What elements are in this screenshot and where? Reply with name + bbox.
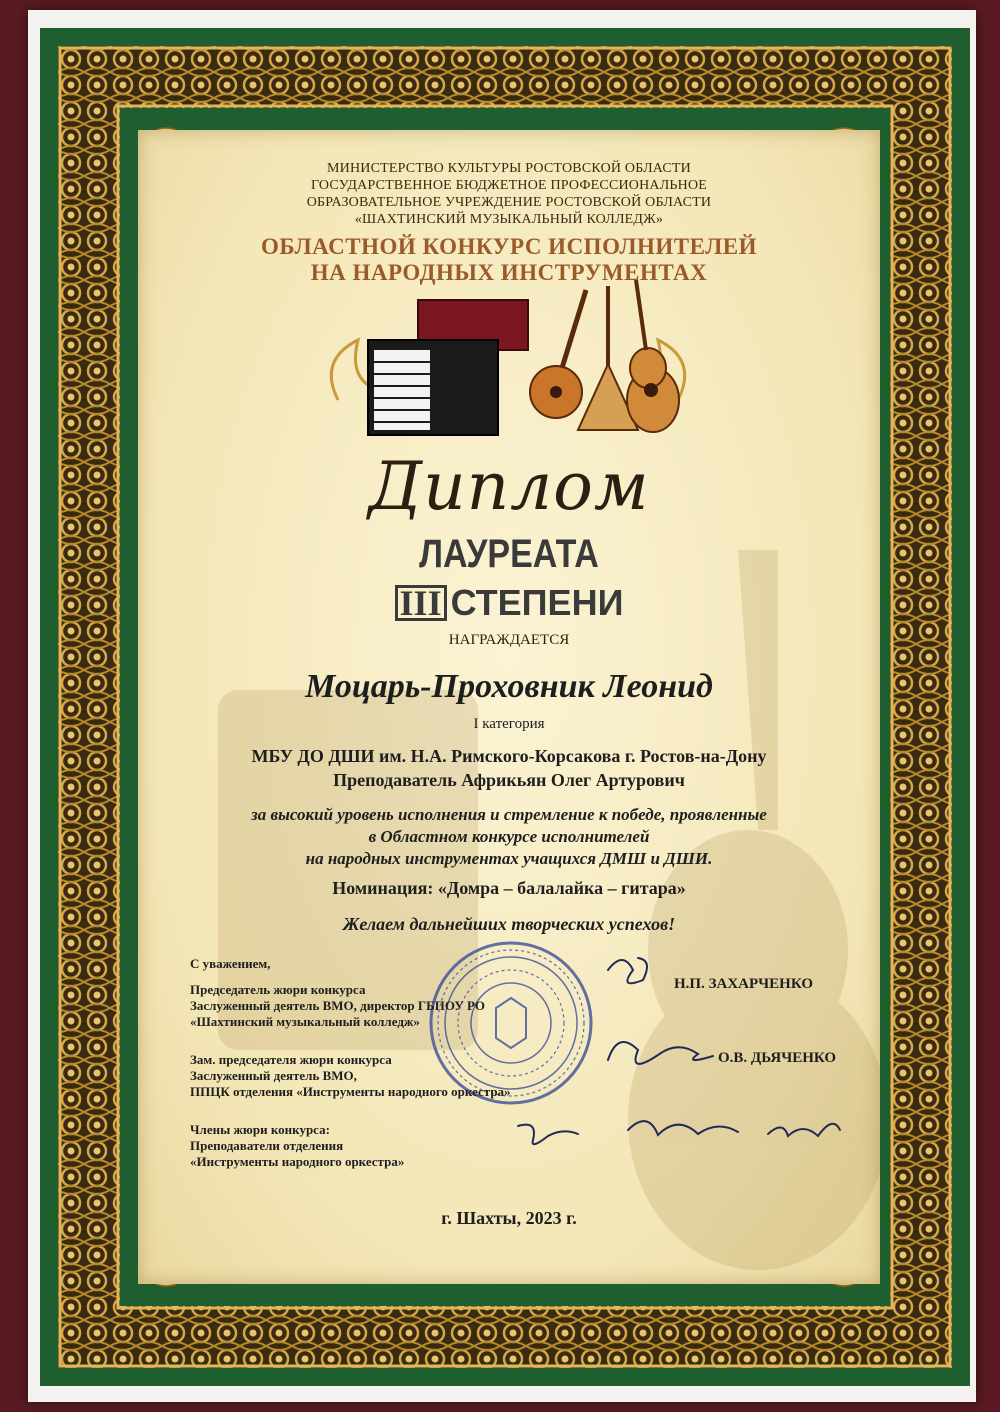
members-title-line: Преподаватели отделения (190, 1138, 344, 1153)
city-year: г. Шахты, 2023 г. (441, 1208, 577, 1228)
member-signature-3 (768, 1124, 840, 1136)
deputy-name: О.В. ДЬЯЧЕНКО (718, 1050, 837, 1066)
reason-line: на народных инструментах учащихся ДМШ и ДШИ. (305, 849, 713, 868)
degree-word: СТЕПЕНИ (450, 582, 624, 623)
chair-name: Н.П. ЗАХАРЧЕНКО (674, 976, 814, 992)
category-label: I категория (473, 716, 545, 732)
reason-line: за высокий уровень исполнения и стремление к победе, проявленные (251, 805, 767, 824)
contest-title-line: НА НАРОДНЫХ ИНСТРУМЕНТАХ (310, 260, 708, 285)
wish-text: Желаем дальнейших творческих успехов! (342, 914, 676, 934)
contest-title-line: ОБЛАСТНОЙ КОНКУРС ИСПОЛНИТЕЛЕЙ (261, 234, 757, 259)
deputy-title-line: Заслуженный деятель ВМО, (190, 1068, 357, 1083)
chair-title-line: Заслуженный деятель ВМО, директор ГБПОУ РО (190, 998, 486, 1013)
diploma-panel (138, 130, 880, 1284)
reason-line: в Областном конкурсе исполнителей (368, 827, 650, 846)
member-signature-2 (628, 1121, 738, 1135)
chair-signature (608, 958, 647, 983)
members-title-line: «Инструменты народного оркестра» (190, 1154, 405, 1169)
deputy-title-line: ППЦК отделения «Инструменты народного оркестра» (190, 1084, 511, 1099)
diploma-title: Диплом (368, 448, 650, 525)
nomination-label: Номинация: «Домра – балалайка – гитара» (332, 878, 686, 898)
chair-title-line: «Шахтинский музыкальный колледж» (190, 1014, 420, 1029)
handwritten-signatures (138, 130, 880, 1284)
awarded-label: НАГРАЖДАЕТСЯ (448, 632, 570, 648)
ministry-line: МИНИСТЕРСТВО КУЛЬТУРЫ РОСТОВСКОЙ ОБЛАСТИ (327, 161, 691, 176)
ministry-line: «ШАХТИНСКИЙ МУЗЫКАЛЬНЫЙ КОЛЛЕДЖ» (354, 212, 664, 227)
school-name: МБУ ДО ДШИ им. Н.А. Римского-Корсакова г. Ростов-на-Дону (251, 746, 767, 766)
recipient-name: Моцарь-Проховник Леонид (305, 668, 713, 705)
respect-label: С уважением, (190, 956, 271, 971)
laureate-title: ЛАУРЕАТА (419, 532, 599, 576)
degree-numeral: III (395, 585, 447, 621)
chair-title-line: Председатель жюри конкурса (190, 982, 366, 997)
deputy-title-line: Зам. председателя жюри конкурса (190, 1052, 392, 1067)
member-signature-1 (518, 1125, 578, 1145)
teacher-name: Преподаватель Африкьян Олег Артурович (333, 770, 685, 790)
ministry-line: ОБРАЗОВАТЕЛЬНОЕ УЧРЕЖДЕНИЕ РОСТОВСКОЙ ОБЛАСТИ (306, 195, 712, 210)
ministry-line: ГОСУДАРСТВЕННОЕ БЮДЖЕТНОЕ ПРОФЕССИОНАЛЬНОЕ (310, 178, 708, 193)
deputy-signature (608, 1042, 713, 1064)
members-title-line: Члены жюри конкурса: (190, 1122, 330, 1137)
